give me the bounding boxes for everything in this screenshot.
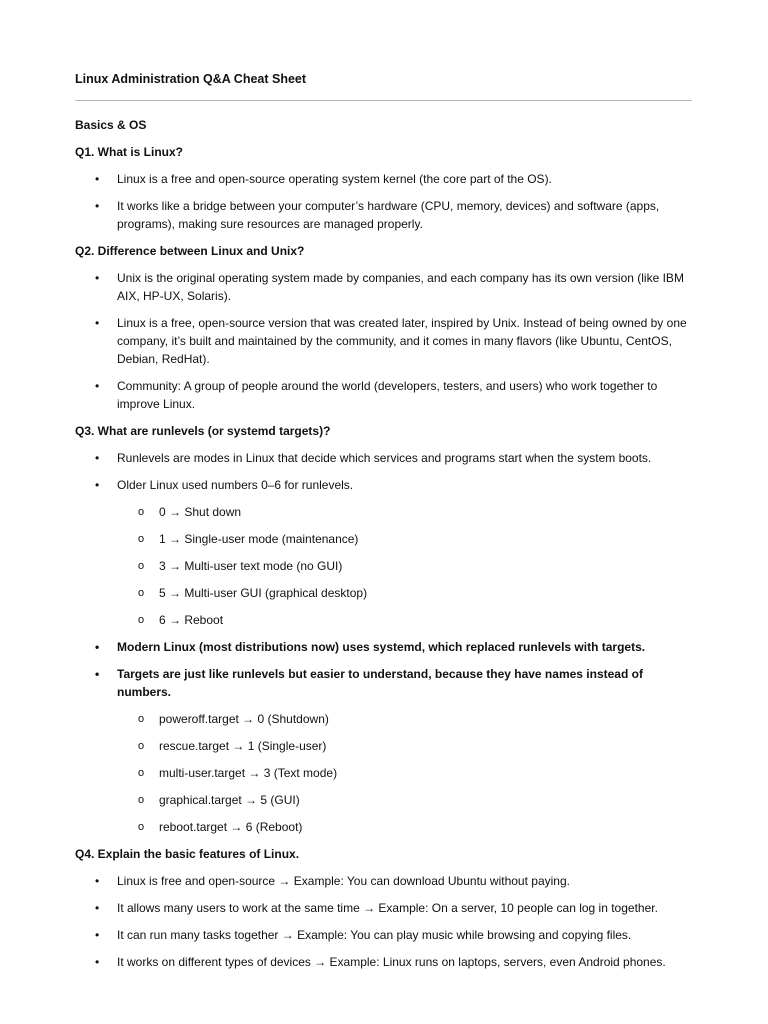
answer-text: Modern Linux (most distributions now) uses systemd, which replaced runlevels with targets. — [117, 640, 646, 654]
sub-item-text: multi-user.target → 3 (Text mode) — [159, 766, 338, 780]
sub-item-text: 5 → Multi-user GUI (graphical desktop) — [159, 586, 368, 600]
question-heading: Q3. What are runlevels (or systemd targets)? — [75, 424, 331, 438]
circle-bullet-icon: o — [138, 767, 145, 779]
sub-item-text: poweroff.target → 0 (Shutdown) — [159, 712, 329, 726]
answer-text: Targets are just like runlevels but easier to understand, because they have names instead of numbers. — [117, 667, 643, 699]
bullet-icon: • — [95, 316, 100, 330]
sub-item — [75, 818, 692, 836]
sub-item — [75, 791, 692, 809]
bullet-icon: • — [95, 199, 100, 213]
answer-list — [75, 872, 692, 971]
answer-text: Unix is the original operating system made by companies, and each company has its own version (like IBM AIX, HP-UX, Solaris). — [117, 271, 684, 303]
sub-item-text: rescue.target → 1 (Single-user) — [159, 739, 327, 753]
answer-text: Linux is free and open-source → Example: You can download Ubuntu without paying. — [117, 874, 570, 888]
circle-bullet-icon: o — [138, 587, 145, 599]
circle-bullet-icon: o — [138, 533, 145, 545]
bullet-icon: • — [95, 451, 100, 465]
sub-item — [75, 503, 692, 521]
circle-bullet-icon: o — [138, 614, 145, 626]
answer-text: Runlevels are modes in Linux that decide which services and programs start when the system boots. — [117, 451, 652, 465]
answer-text: It allows many users to work at the same time → Example: On a server, 10 people can log in together. — [117, 901, 658, 915]
bullet-icon: • — [95, 271, 100, 285]
bullet-icon: • — [95, 667, 100, 681]
bullet-icon: • — [95, 928, 100, 942]
answer-item — [75, 197, 692, 233]
sub-item — [75, 764, 692, 782]
answer-list — [75, 170, 692, 233]
sub-item-text: 3 → Multi-user text mode (no GUI) — [159, 559, 343, 573]
circle-bullet-icon: o — [138, 506, 145, 518]
answer-text: Community: A group of people around the world (developers, testers, and users) who work together to improve Linux. — [117, 379, 658, 411]
answer-list — [75, 449, 692, 836]
answer-text: Linux is a free and open-source operating system kernel (the core part of the OS). — [117, 172, 552, 186]
answer-item — [75, 872, 692, 890]
answer-item — [75, 638, 692, 656]
circle-bullet-icon: o — [138, 713, 145, 725]
answer-item — [75, 170, 692, 188]
bullet-icon: • — [95, 478, 100, 492]
sub-item — [75, 710, 692, 728]
sub-item-text: 6 → Reboot — [159, 613, 224, 627]
bullet-icon: • — [95, 874, 100, 888]
circle-bullet-icon: o — [138, 794, 145, 806]
question-heading: Q2. Difference between Linux and Unix? — [75, 244, 305, 258]
answer-text: Older Linux used numbers 0–6 for runlevels. — [117, 478, 354, 492]
bullet-icon: • — [95, 955, 100, 969]
sub-item-text: graphical.target → 5 (GUI) — [159, 793, 300, 807]
sub-item-text: 1 → Single-user mode (maintenance) — [159, 532, 359, 546]
answer-text: It can run many tasks together → Example: You can play music while browsing and copying files. — [117, 928, 632, 942]
answer-item — [75, 953, 692, 971]
question-heading: Q1. What is Linux? — [75, 145, 184, 159]
answer-item — [75, 926, 692, 944]
sub-item — [75, 584, 692, 602]
circle-bullet-icon: o — [138, 821, 145, 833]
answer-item — [75, 269, 692, 305]
sub-item-text: 0 → Shut down — [159, 505, 242, 519]
sub-item — [75, 611, 692, 629]
answer-item — [75, 899, 692, 917]
circle-bullet-icon: o — [138, 740, 145, 752]
bullet-icon: • — [95, 172, 100, 186]
document-title: Linux Administration Q&A Cheat Sheet — [75, 72, 307, 86]
sub-item-text: reboot.target → 6 (Reboot) — [159, 820, 303, 834]
document-body — [75, 116, 692, 980]
answer-text: It works on different types of devices → Example: Linux runs on laptops, servers, even Android phones. — [117, 955, 666, 969]
answer-text: It works like a bridge between your computer’s hardware (CPU, memory, devices) and software (apps, programs), making sure resources are managed properly. — [117, 199, 660, 231]
question-heading: Q4. Explain the basic features of Linux. — [75, 847, 300, 861]
answer-item — [75, 449, 692, 467]
title-divider — [75, 100, 692, 101]
sub-item — [75, 557, 692, 575]
answer-item — [75, 377, 692, 413]
section-heading: Basics & OS — [75, 118, 147, 132]
bullet-icon: • — [95, 640, 100, 654]
answer-list — [75, 269, 692, 413]
answer-text: Linux is a free, open-source version that was created later, inspired by Unix. Instead of being owned by one company, it’s built and maintained by the community, and it comes in many flavors (like Ubuntu, CentOS, Debian, RedHat). — [117, 316, 687, 366]
sub-item — [75, 737, 692, 755]
circle-bullet-icon: o — [138, 560, 145, 572]
bullet-icon: • — [95, 901, 100, 915]
bullet-icon: • — [95, 379, 100, 393]
sub-item — [75, 530, 692, 548]
answer-item — [75, 665, 692, 701]
answer-item — [75, 314, 692, 368]
answer-item — [75, 476, 692, 494]
